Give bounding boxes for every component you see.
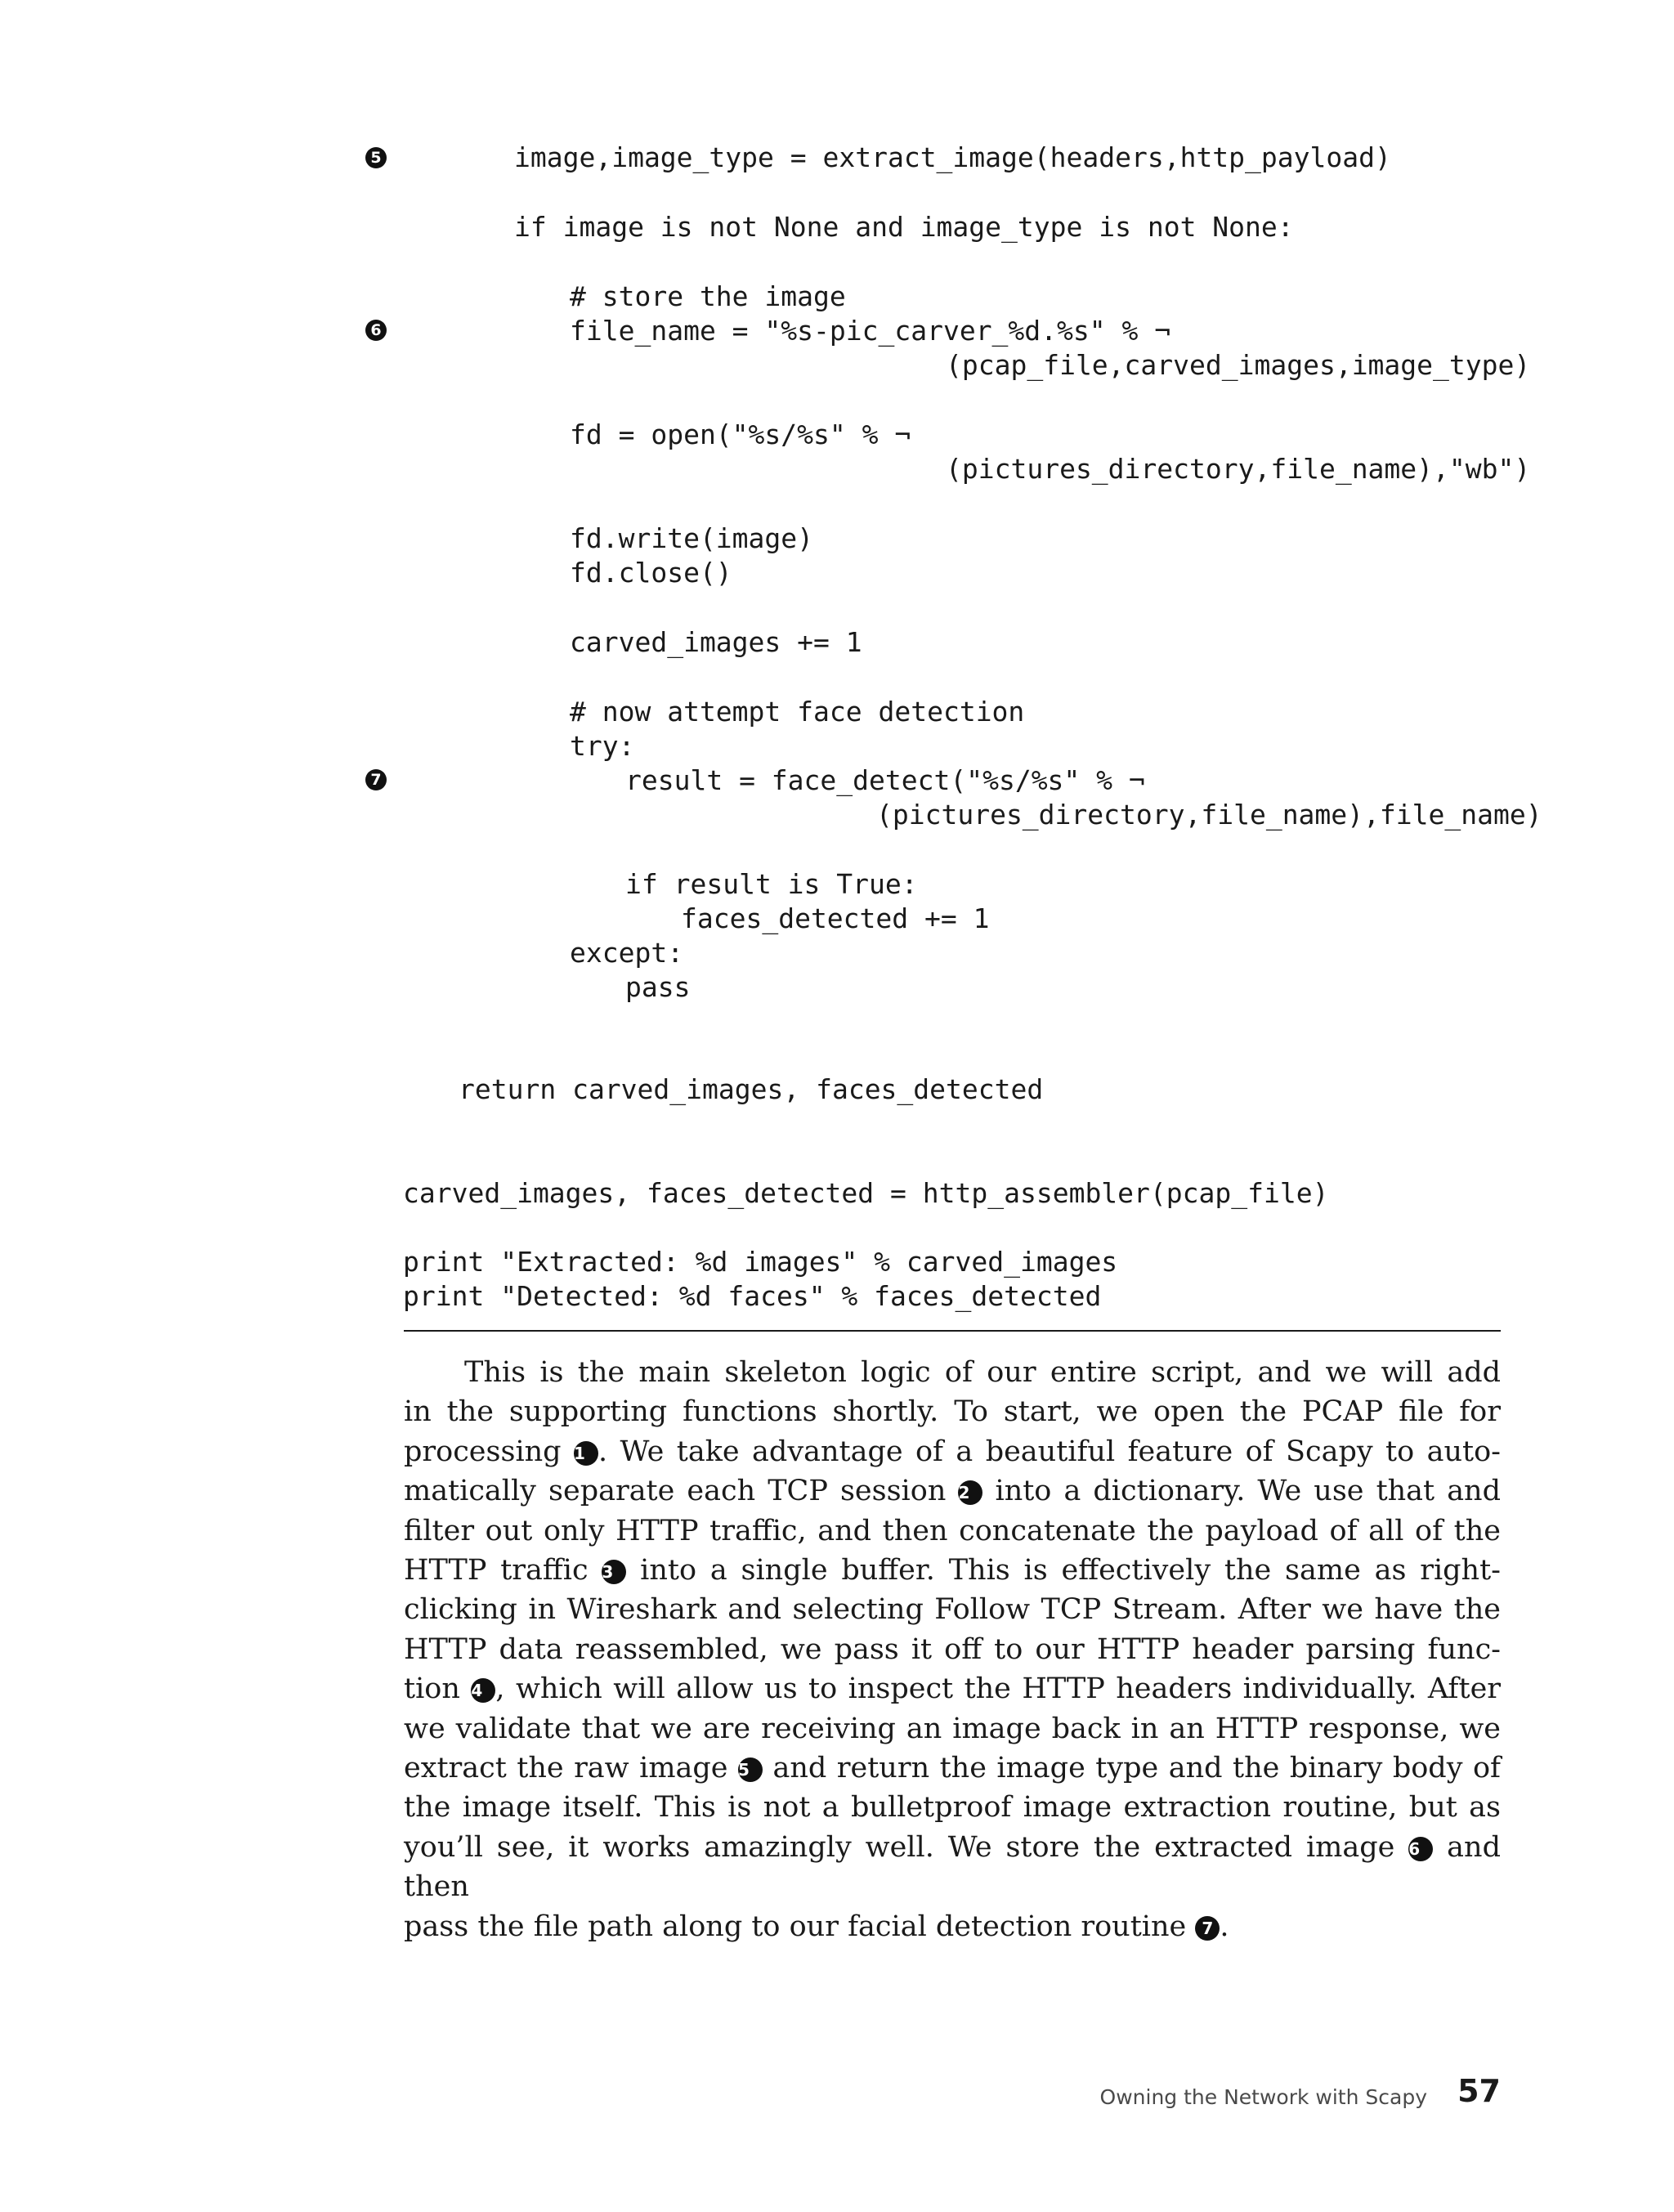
text-segment: . We take advantage of a beautiful feature of Scapy to auto- <box>598 1435 1501 1468</box>
code-line: return carved_images, faces_detected <box>459 1073 1044 1105</box>
code-line: try: <box>570 730 635 762</box>
code-line: if image is not None and image_type is not None: <box>514 211 1294 243</box>
text-segment: into a single buffer. This is effectively the same as right- <box>626 1554 1501 1587</box>
code-line: fd.write(image) <box>570 522 814 554</box>
paragraph-line: clicking in Wireshark and selecting Follow TCP Stream. After we have the <box>404 1593 1501 1627</box>
paragraph-line <box>404 1669 1501 1708</box>
code-line: pass <box>625 971 691 1003</box>
callout-6-icon: 6 <box>1408 1837 1433 1861</box>
paragraph-line <box>404 1551 1501 1590</box>
code-line: file_name = "%s-pic_carver_%d.%s" % ¬ <box>570 315 1171 347</box>
paragraph-line: we validate that we are receiving an image back in an HTTP response, we <box>404 1712 1501 1745</box>
code-line: (pcap_file,carved_images,image_type) <box>946 349 1531 381</box>
code-line: print "Extracted: %d images" % carved_images <box>403 1246 1118 1278</box>
page-number: 57 <box>1457 2073 1501 2109</box>
listing-divider <box>404 1330 1501 1332</box>
paragraph-line <box>404 1471 1501 1511</box>
text-segment: HTTP traffic <box>404 1554 602 1587</box>
text-segment: tion <box>404 1672 472 1706</box>
code-line: image,image_type = extract_image(headers,http_payload) <box>514 141 1391 173</box>
text-segment: extract the raw image <box>404 1752 738 1785</box>
callout-2-icon: 2 <box>958 1480 982 1505</box>
callout-5-icon: 5 <box>738 1758 763 1782</box>
callout-7-icon: 7 <box>1195 1916 1220 1941</box>
code-line: result = face_detect("%s/%s" % ¬ <box>625 764 1145 796</box>
code-line: carved_images += 1 <box>570 626 862 658</box>
callout-5-icon: 5 <box>365 147 387 168</box>
paragraph-line: This is the main skeleton logic of our entire script, and we will add <box>464 1356 1501 1389</box>
callout-6-icon: 6 <box>365 320 387 341</box>
code-line: (pictures_directory,file_name),"wb") <box>946 453 1531 485</box>
code-line: carved_images, faces_detected = http_assembler(pcap_file) <box>403 1177 1329 1209</box>
callout-3-icon: 3 <box>602 1560 626 1584</box>
running-footer-title: Owning the Network with Scapy <box>1099 2085 1427 2109</box>
code-line: faces_detected += 1 <box>681 902 990 934</box>
code-line: fd = open("%s/%s" % ¬ <box>570 419 911 450</box>
paragraph-line: the image itself. This is not a bulletproof image extraction routine, but as <box>404 1791 1501 1825</box>
code-line: print "Detected: %d faces" % faces_detected <box>403 1280 1102 1312</box>
code-line: (pictures_directory,file_name),file_name) <box>876 799 1542 831</box>
paragraph-line: filter out only HTTP traffic, and then concatenate the payload of all of the <box>404 1514 1501 1547</box>
code-line: if result is True: <box>625 868 918 900</box>
paragraph-line <box>404 1432 1501 1471</box>
body-paragraph <box>404 1353 1501 1946</box>
paragraph-line: HTTP data reassembled, we pass it off to our HTTP header parsing func- <box>404 1632 1501 1666</box>
paragraph-line <box>404 1907 1501 1946</box>
code-line: except: <box>570 937 684 969</box>
text-segment: processing <box>404 1435 574 1468</box>
text-segment: you’ll see, it works amazingly well. We store the extracted image <box>404 1830 1409 1864</box>
text-segment: . <box>1220 1910 1229 1943</box>
text-segment: into a dictionary. We use that and <box>982 1475 1502 1508</box>
paragraph-line <box>404 1749 1501 1788</box>
text-segment: and return the image type and the binary body of <box>763 1752 1502 1785</box>
text-segment: pass the file path along to our facial detection routine <box>404 1910 1196 1943</box>
text-segment: matically separate each TCP session <box>404 1475 959 1508</box>
text-segment: , which will allow us to inspect the HTTP headers individually. After <box>495 1672 1502 1706</box>
text-segment: and then <box>404 1830 1501 1904</box>
paragraph-line <box>404 1828 1501 1907</box>
callout-1-icon: 1 <box>574 1441 598 1466</box>
callout-4-icon: 4 <box>471 1678 495 1703</box>
paragraph-line: in the supporting functions shortly. To start, we open the PCAP file for <box>404 1395 1501 1429</box>
code-line: # store the image <box>570 280 846 312</box>
code-line: # now attempt face detection <box>570 696 1025 728</box>
code-line: fd.close() <box>570 557 732 589</box>
callout-7-icon: 7 <box>365 769 387 790</box>
